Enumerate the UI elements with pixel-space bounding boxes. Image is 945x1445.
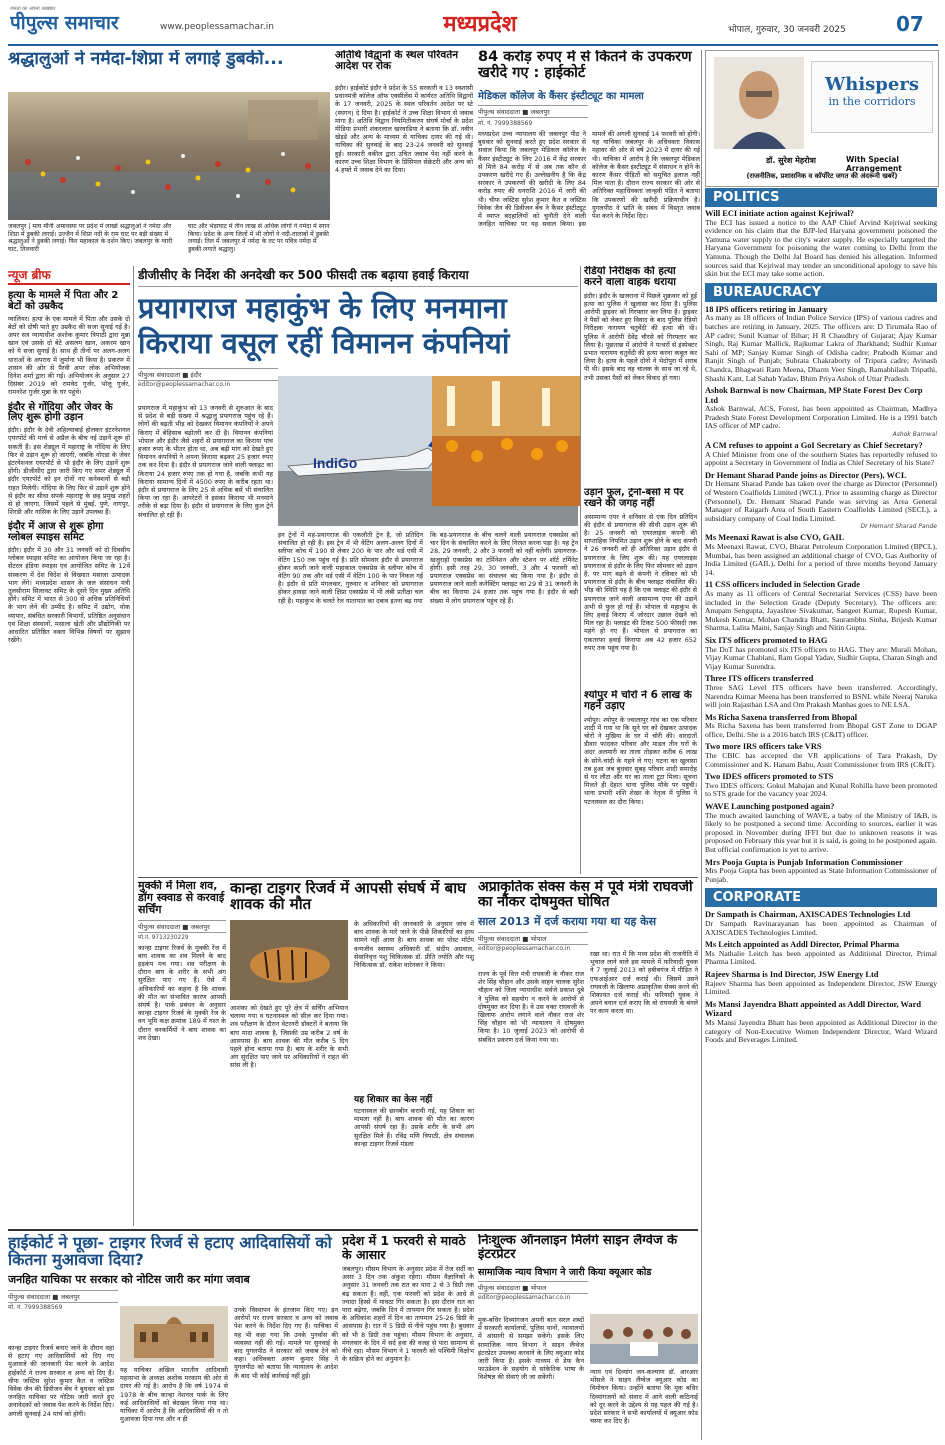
pilgrims-photo-icon (432, 376, 580, 506)
story-hc-tiger-col3: उनके विस्थापन के इंतजाम किए गए। इन आरोपों पर राज्य सरकार व अन्य को जवाब पेश करने के निर्देश दिए गए हैं। याचिका में यह भी कहा गया कि उनके पुनर्वास की व्यवस्था नहीं की गई। मामले पर सुनवाई के बाद युगलपीठ ने सरकार को जवाब देने को कहा। अधिवक्ता अरुण कुमार सिंह ने युगलपीठ को बताया कि न्यायालय के आदेश के बाद भी कोई कार्रवाई नहीं हुई। (234, 1306, 338, 1380)
politics-headline: Will ECI initiate action against Kejriwal? (705, 209, 854, 218)
news-brief-item-headline: इंदौर से गोंदिया और जेवर के लिए शुरू होगी उड़ान (8, 401, 113, 424)
story-airfare-headline-1: प्रयागराज महाकुंभ के लिए मनमाना (138, 291, 507, 325)
masthead-page-number: 07 (896, 12, 924, 36)
bureaucracy-item-headline: Two more IRS officers take VRS (705, 742, 822, 752)
story-airfare-kicker: डीजीसीए के निर्देश की अनदेखी कर 500 फीसदी तक बढ़ाया हवाई किराया (138, 266, 578, 287)
whispers-author-photo (714, 57, 804, 149)
crowd-photo-icon (8, 92, 330, 220)
story-hc-tiger-photo (120, 1306, 228, 1362)
story-signlang-col1: मूक-बधिर दिव्यांगजन अपनी बात सरल शब्दों में सरकारी कार्यालयों, पुलिस थानों, न्यायालयों में आसानी से समझा सकेंगे। इसके लिए सामाजिक न्याय विभाग ने साइन लैंग्वेज इंटरप्रेटर उपलब्ध करवाने के लिए क्यूआर कोड जारी किया है। इसके माध्यम से डेफ कैन फाउंडेशन के सहयोग से सांकेतिक भाषा के विशेषज्ञ की सेवाएं ली जा सकेंगी। (478, 1316, 584, 1382)
story-dip (8, 50, 330, 260)
story-dog-byline (138, 920, 226, 933)
masthead-section (410, 8, 550, 38)
story-kanha-col1: आशंका को देखते हुए पूरे क्षेत्र में सर्चिंग अभियान चलाया गया व घटनास्थल को सील कर दिया गया। शव परीक्षण के दौरान वेटरनरी डॉक्टरों ने बताया कि बाघ मादा शावक है, जिसकी उम्र करीब 2 वर्ष के आसपास है। बाघ शावक की मौत करीब 5 दिन पहले होना बताया गया है। बाघ के शरीर के सभी अंग सुरक्षित पाए जाने पर अधिकारियों ने राहत की सांस ली है। (230, 1004, 348, 1070)
story-weather-headline: प्रदेश में 1 फरवरी से मावठे के आसार (342, 1234, 466, 1262)
story-dog-mobile: मो.नं. 9713230229 (138, 934, 189, 941)
story-dip-caption-left: जबलपुर | माघ मौनी अमावस्या पर प्रदेश में लाखों श्रद्धालुओं ने नर्मदा और शिप्रा में डुबकी लगाई। उज्जैन में शिप्रा नदी के राम घाट पर बड़ी संख्या में श्रद्धालुओं ने डुबकी लगाई। फिर महाकाल के दर्शन किए। जबलपुर के ग्वारी घाट, तिलवारी (8, 223, 173, 253)
politics-body: The ECI has issued a notice to the AAP Chief Arvind Kejriwal seeking evidence on his claim that the BJP-led Haryana government poisoned the Yamuna water supply to the city's water supply. He especially targeted the Haryana Government for poisoning the water coming to Delhi from the Yamuna. Though the Delhi Jal Board has denied his allegation. Informed sources said that Kejriwal may tender an unconditional apology to save his skin but the ECI may take some action. (705, 217, 937, 279)
story-hc-equipment (478, 50, 700, 260)
masthead-tagline: जनता का अपना अखबार (10, 6, 56, 12)
story-airfare-subbody: असामान्य एयर ने शनिवार से एक दिन प्रतिदिन की इंदौर से प्रयागराज की सीधी उड़ान शुरू की है। 25 जनवरी को एयरलाइंस कंपनी की साप्ताहिक नियमित उड़ान शुरू होने के बाद कंपनी ने 26 जनवरी को ही अतिरिक्त उड़ान इंदौर से प्रयागराज के लिए शुरू की। यह एयरलाइंस प्रयागराज से इंदौर के लिए फिर सोमवार को उड़ान है, पर माग बढ़ने से कंपनी ने रविवार को भी प्रयागराज से इंदौर के बीच फ्लाइट संचालित की। भीड़ की स्थिति यह है कि एक फ्लाइट की इंदौर से प्रयागराज जाने वाली असामान्य एयर की उड़ानें अभी से फुल हो गई हैं। भोपाल से महाकुंभ के लिए हवाई किराए में जोरदार उछाल देखने को मिल रहा है। फ्लाइट की टिकट 500 फीसदी तक महंगे हो गए हैं। भोपाल से प्रयागराज का एकतरफा हवाई किराया अब 42 हजार 652 रुपए तक पहुंच गया है। (584, 512, 697, 652)
tiger-cub-photo-icon (230, 920, 348, 1000)
story-signlang-col2: न्याय एवं दिव्यांग जन-कल्याण डॉ. आरआर भोंसले ने साइन लैंग्वेज क्यूआर कोड का विमोचन किया। उन्होंने बताया कि मूक बधिर दिव्यांगजनों को संवाद में आने वाली कठिनाई को दूर करने के उद्देश्य से यह पहल की गई है। प्रदेश सरकार ने सभी कार्यालयों में क्यूआर कोड चस्पा कर दिए हैं। (590, 1368, 698, 1426)
story-hc-tiger-byline (8, 1290, 118, 1303)
story-hc-equipment-headline: 84 करोड़ रुपए में से कितने के उपकरण खरीदे गए : हाईकोर्ट (478, 50, 692, 81)
masthead (0, 0, 945, 46)
news-brief-item-body: इंदौर। इंदौर में 30 और 31 जनवरी को दो दिवसीय ग्लोबल स्पाइस समिट का आयोजन किया जा रहा है। सेंटरल इंडिया स्पाइस एवं आयोजित समिट के 12वें संस्करण में देश विदेश से विख्यात मसाला उत्पादक भाग लेंगे। मध्यप्रदेश शासन के जल संसाधन मंत्री तुलसीराम सिलावट समिट के दूसरे दिन मुख्य अतिथि होंगे। समिट में भारत से 300 से अधिक प्रतिनिधियों के भाग लेने की उम्मीद है। समिट में उद्योग, थोक व्यापार, संबंधित सरकारी विभागों, प्रतिष्ठित अनुसंधान एवं शिक्षा संस्थानों, मसाला खेती और प्रौद्योगिकी पर आधारित प्रतिष्ठित वक्ता विभिन्न विषयों पर सुझाव रखेंगे। (8, 546, 130, 645)
bureaucracy-item-body: The much awaited launching of WAVE, a baby of the Ministry of I&B, is likely to be postponed a second time. According to sources, earlier it was proposed in November during IFFI but due to unknown reasons it was proposed on February this year but it is said, is going to be postponed again. But official confirmation is yet to arrive. (705, 810, 937, 854)
news-brief-list (8, 291, 130, 644)
story-hc-equipment-byline-text: पीपुल्स संवाददाता ■ जबलपुर (478, 108, 550, 116)
story-hc-tiger (8, 1234, 338, 1440)
story-airfare (138, 266, 578, 874)
story-dog-headline: मुक्की में मिला शव, डॉग स्क्वाड से करवाई सर्चिंग (138, 880, 225, 916)
bureaucracy-item-headline: WAVE Launching postponed again? (705, 802, 835, 812)
story-airfare-headline-2: किराया वसूल रहीं विमानन कंपनियां (138, 326, 510, 361)
news-brief-item-body: ग्वालियर। हत्या के एक मामले में पिता और उसके दो बेटों को दोषी पाते हुए उम्रकैद की सजा सुनाई गई है। अपर सत्र न्यायाधीश अशोक कुमार त्रिपाठी द्वारा मुन्ना खान एवं उसके दो बेटे असलम खान, अकरम खान को ये सजा सुनाई है। साथ ही तीनों पर अलग-अलग धाराओं के अपराध में जुर्माना भी किया है। प्रकरण में शासन की ओर से पैरवी अपर लोक अभियोजक दिनेश शर्मा द्वारा की गई। अभियोजन के अनुसार 27 दिसंबर 2019 को रामवेद गुर्जर, भोलू गुर्जर, रामनरेश गुर्जर मुन्ना के घर पहुंचे। (8, 314, 130, 397)
svg-text:IndiGo: IndiGo (313, 455, 358, 471)
story-signlang-subhead: सामाजिक न्याय विभाग ने जारी किया क्यूआर कोड (478, 1267, 652, 1279)
story-raghavji-headline: अप्राकृतिक सेक्स केस में पूर्व मंत्री राघवजी का नौकर दोषमुक्त घोषित (478, 880, 693, 911)
masthead-section-label: मध्यप्रदेश (443, 12, 517, 37)
story-raghavji-col1: राज्य के पूर्व वित्त मंत्री राघवजी के नौकर राज शेर सिंह चौहान और उसके वाहन चालक सुरेश चौहान को जिला न्यायाधीश सर्वजे प्रकाश दुबे ने पुलिस को सहयोग न करने के आरोपों से दोषमुक्त कर दिया है। वे उस वक्त राघवजी के खिलाफ आरोप लगाने वाले नौकर राज शेर सिंह चौहान को भी न्यायालय ने दोषमुक्त किया है। 10 जुलाई 2023 को आरोपी से संबंधित प्रकरण दर्ज किया गया था। (478, 970, 584, 1044)
story-kanha-headline: कान्हा टाइगर रिजर्व में आपसी संघर्ष में बाघ शावक की मौत (230, 880, 466, 914)
story-signlang-byline-text: पीपुल्स संवाददाता ■ भोपाल (478, 1284, 547, 1293)
bureaucracy-item-headline: Dr Hemant Sharad Pande joins as Director (Pers), WCL (705, 470, 907, 480)
sidebar (705, 188, 937, 1440)
bureaucracy-item-body: Two IDES officers: Gokul Mahajan and Kunal Rohilla have been promoted to STS grade for the vacancy year 2024. (705, 780, 937, 799)
officer-photo-caption: Ashok Barnwal (892, 431, 937, 439)
whispers-author-name: डॉ. सुरेश मेहरोत्रा (766, 156, 816, 165)
story-kanha-col2: के अधिकारियों की जानकारी के अनुसार जांच में बाघ शावक के मारे जाने के पीछे शिकारियों का हाथ सामने नहीं आया है। बाघ शावक का पोस्ट मॉर्टम वन्यजीव स्वास्थ्य अधिकारी डॉ. संदीप अग्रवाल, सेवानिवृत्त पशु चिकित्सक डॉ. प्रीति ज्योति और पशु चिकित्सक डॉ. राकेश वारेनकर ने किया। (354, 920, 474, 970)
bureaucracy-item-body: Ashok Barnwal, ACS, Forest, has been appointed as Chairman, Madhya Pradesh State Forest Development Corporation Limited. He is a 1991 batch IAS officer of MP cadre. (705, 404, 937, 431)
story-airfare-email[interactable]: editor@peoplessamachar.co.in (138, 380, 231, 388)
story-dip-headline: श्रद्धालुओं ने नर्मदा-शिप्रा में लगाई डुबकी... (8, 50, 284, 69)
bureaucracy-item-headline: Ms Richa Saxena transferred from Bhopal (705, 712, 858, 722)
politics-label: POLITICS (705, 188, 937, 207)
story-signlang-headline: निःशुल्क ऑनलाइन मिलेंगे साइन लैंग्वेज के इंटरप्रेटर (478, 1234, 678, 1263)
bureaucracy-item-body: Mrs Pooja Gupta has been appointed as State Information Commissioner of Punjab. (705, 866, 937, 884)
bureaucracy-list (705, 305, 937, 885)
masthead-dateline: भोपाल, गुरुवार, 30 जनवरी 2025 (728, 25, 846, 35)
news-brief (8, 266, 130, 1226)
story-dog (138, 880, 226, 1226)
story-hc-equipment-mobile: मो. नं. 7999388569 (478, 120, 533, 127)
story-transfer-body: इंदौर। हाईकोर्ट इंदौर ने प्रदेश के 55 सरकारी व 13 स्वशासी प्रधानमंत्री कॉलेज ऑफ एक्सीलेंस में कार्यरत अतिथि विद्वानों के 17 जनवरी, 2025 के स्थल परिवर्तन आदेश पर स्टे (स्थगन) दे दिया है। हाईकोर्ट ने उच्च शिक्षा विभाग से जवाब मांगा है। अतिथि विद्वान नियमितीकरण संघर्ष मोर्चा के प्रदेश मीडिया प्रभारी शंकरलाल खरवाडिया ने बताया कि डॉ. नवीन खेड़डे और अन्य के माध्यम से याचिका दायर की गई थी। याचिका की सुनवाई के बाद 23-24 जनवरी को सुनवाई हुई। सरकारी वकील द्वारा उचित जवाब पेश नहीं करने के कारण उच्च शिक्षा विभाग के प्रिंसिपल सेक्रेटरी और अन्य को 4 हफ्ते में जवाब देने का दिया। (335, 84, 473, 175)
event-photo-icon (590, 1314, 698, 1364)
center-divider (580, 266, 581, 874)
news-brief-divider (133, 266, 134, 1226)
story-airfare-col2: इन ट्रेनों में मह-प्रयागराज की एकलौती ट्रेन है, जो प्रतिदिन संचालित हो रही है। इस ट्रेन में भी वेटिंग अलग-अलग दिनों में स्लीपर कोच में 190 से लेकर 200 के पार और थर्ड एसी में वेटिंग 150 तक पहुंच गई है। प्रति सोमवार इंदौर से प्रयागराज होकर काशी जाने वाली महाकाल एक्सप्रेस के स्लीपर कोच में वेटिंग 90 तक और थर्ड एसी में वेटिंग 100 के पार निकल गई है। इंदौर से प्रति मंगलवार, गुरुवार व शनिवार को प्रयागराज होकर हावड़ा जाने वाली क्षिप्रा एक्सप्रेस में भी लंबी प्रतीक्षा चल रही है। महाकुंभ के चलते रेल यातायात का दबाव इतना बढ़ गया (278, 531, 423, 605)
story-hc-equipment-subhead: मेडिकल कॉलेज के कैंसर इंस्टीट्यूट का मामला (478, 91, 644, 102)
story-hc-tiger-byline-text: पीपुल्स संवाददाता ■ जबलपुर (8, 1292, 80, 1301)
story-airfare-subhead: उड़ानें फुल, ट्रेनों-बसों में पैर रखने की जगह नहीं (584, 488, 684, 509)
bureaucracy-item-body: Ms Richa Saxena has been transferred from Bhopal GST Zone to DGAP office, Delhi. She is a 2016 batch IRS (C&IT) officer. (705, 721, 937, 739)
bureaucracy-item-body: A Chief Minister from one of the southern States has reportedly refused to appoint a Secretary in Government of India as Chief Secretary of his State? (705, 449, 937, 468)
story-kanha-subblock (354, 1092, 474, 1226)
masthead-logo (10, 6, 155, 40)
story-theft (584, 690, 697, 874)
story-airfare-byline (138, 368, 278, 381)
story-dog-body: कान्हा टाइगर रिजर्व के मुक्की रेंज में बाघ शावक का शव मिलने के बाद हड़कंप मच गया। शव परीक्षण के दौरान बाघ के शरीर के सभी अंग सुरक्षित पाए गए हैं। ऐसे में अधिकारियों का कहना है कि शावक की मौत का संभावित कारण आपसी संघर्ष है। पार्क प्रबंधन के अनुसार कान्हा टाइगर रिजर्व के मुक्की रेंज के वन भूमि कक्ष क्रमांक 189 में गश्त के दौरान वनकर्मियों ने बाघ शावक का शव देखा। (138, 943, 226, 1042)
story-hc-tiger-subhead: जनहित याचिका पर सरकार को नोटिस जारी कर मांगा जवाब (8, 1272, 250, 1286)
whispers-title: Whispers (825, 74, 919, 95)
story-raghavji-subhead: साल 2013 में दर्ज कराया गया था यह केस (478, 915, 657, 929)
story-hc-tiger-col2: यह याचिका अखिल भारतीय आदिवासी महासभा के अध्यक्ष अशोक मरकाम की ओर से दायर की गई है। आरोप है कि वर्ष 1974 से 1978 के बीच कान्हा नेशनल पार्क के लिए कई आदिवासियों को बेदखल किया गया था। याचिका में आरोप है कि आदिवासियों की न तो मुआवजा दिया गया और न ही (120, 1366, 228, 1424)
bureaucracy-item-headline: Ms Meenaxi Rawat is also CVO, GAIL (705, 533, 845, 543)
corporate-item-headline: Dr Sampath is Chairman, AXISCADES Technologies Ltd (705, 910, 911, 920)
news-brief-item-headline: हत्या के मामले में पिता और 2 बेटों को उम्रकैद (8, 290, 119, 312)
story-signlang-email[interactable]: editor@peoplessamachar.co.in (478, 1294, 571, 1302)
bureaucracy-item-body: The DoT has promoted six ITS officers to HAG. They are: Murali Mohan, Vijay Kumar Chablani, Ram Gopal Yadav, Sudhir Gupta, Charan Singh and Vijay Kumar Surendra. (705, 644, 937, 671)
story-hc-tiger-mobile: मो. नं. 7999388569 (8, 1303, 63, 1311)
story-signlang-photo (590, 1314, 698, 1364)
story-raghavji-col2: रखा था। रात में कि मध्य प्रदेश की राजनीति में भूचाल लाने वाले इस मामले में फरियादी युवक ने 7 जुलाई 2013 को हबीबगंज में पीड़ित ने एफआईआर दर्ज कराई थी। जिसमें उसने राघवजी के खिलाफ अप्राकृतिक सेक्स करने की शिकायत दर्ज कराई थी। फरियादी युवक ने अपने बयान दर्ज कराए कि वो राघवजी के बंगले पर काम करता था। (590, 950, 698, 1016)
officer-photo-caption: Dr Hemant Sharad Pande (860, 523, 937, 531)
bureaucracy-item-body: Three SAG Level ITS officers have been transferred. Accordingly, Narendra Kumar Meena has been transferred to BSNL while Neeraj Naruka will join Rajasthan LSA and Om Prakash Manhas goes to NE LSA. (705, 682, 937, 710)
bureaucracy-item-headline: 11 CSS officers included in Selection Grade (705, 580, 860, 590)
bureaucracy-item-headline: Two IDES officers promoted to STS (705, 772, 834, 782)
story-dog-byline-text: पीपुल्स संवाददाता ■ जबलपुर (138, 922, 210, 931)
whispers-subtitle: (राजनीतिक, प्रशासनिक व कॉर्पोरेट जगत की अंदरूनी खबरें) (746, 172, 898, 180)
story-weather-body: जबलपुर। मौसम विभाग के अनुसार प्रदेश में तेज सर्दी का असर 3 दिन तक अंकुश रहेगा। मौसम वैज्ञानिकों के अनुसार 31 जनवरी तक रात का पारा 2 से 3 डिग्री तक बढ़ सकता है। वहीं, एक फरवरी को प्रदेश के आधे से ज्यादा हिस्से में मावठा गिर सकता है। इस दौरान रात का पारा बढ़ेगा, जबकि दिन में तापमान गिर सकता है। प्रदेश के अधिकांश शहरों में दिन का तापमान 25-26 डिग्री के आसपास है। रात में 5 डिग्री से नीचे पहुंच गया है। बुधवार को भी 8 डिग्री तक पहुंचा। मौसम विभाग के अनुसार, मंगलवार के दिन में सर्द हवा की वजह से पारा सामान्य से नीचे रहा। मौसम विभाग ने 1 फरवरी को पश्चिमी विक्षोभ के सक्रिय होने का अनुमान है। (342, 1265, 474, 1364)
bureaucracy-item-headline: Ashok Barnwal is now Chairman, MP State Forest Dev Corp Ltd (705, 386, 923, 405)
story-hc-tiger-col1: कान्हा टाइगर रिजर्व बनाए जाने के दौरान वहां से हटाए गए आदिवासियों को दिए गए मुआवजे की जानकारी पेश करने के आदेश हाईकोर्ट ने राज्य सरकार व अन्य को दिए हैं। चीफ जस्टिस सुरेश कुमार कैत व जस्टिस विवेक जैन की डिवीजन बेंच ने बुधवार को इस जनहित याचिका पर नोटिस जारी करते हुए अनावेदकों को जवाब पेश करने के निर्देश दिए। अगली सुनवाई 24 मार्च को होगी। (8, 1344, 114, 1418)
story-signlang (478, 1234, 698, 1440)
story-hc-equipment-body: मध्यप्रदेश उच्च न्यायालय की जबलपुर पीठ ने बुधवार को सुनवाई करते हुए प्रदेश सरकार से सवाल किया कि जबलपुर मेडिकल कॉलेज के कैंसर इंस्टीट्यूट के लिए 2016 में केंद्र सरकार से मिले 84 करोड़ में से अब तक कौन से उपकरण खरीदे गए हैं। उल्लेखनीय है कि केंद्र सरकार ने उपकरणों की खरीदी के लिए 84 करोड़ रुपए की धनराशि 2016 में जारी की थी। चीफ जस्टिस सुरेश कुमार कैत व जस्टिस विवेक जैन की डिवीजन बेंच ने कैंसर इंस्टीट्यूट में व्याप्त बदहालियों को चुनौती देने वाली जनहित याचिका पर यह सवाल किया। इस मामले की अगली सुनवाई 14 फरवरी को होगी। यह याचिका जबलपुर के अधिवक्ता विकास महावर की ओर से वर्ष 2023 में दायर की गई थी। याचिका में आरोप है कि जबलपुर मेडिकल कॉलेज के कैंसर इंस्टीट्यूट में संसाधन न होने के कारण कैंसर पीड़ितों को समुचित इलाज नहीं मिल पाता है। दौरान राज्य सरकार की ओर से अतिरिक्त महाधिवक्ता जान्हवी पंडित ने बताया कि उपकरणों की खरीदी प्रक्रियाधीन है। युगलपीठ ने भ्रांति के संबंध में विस्तृत जवाब पेश करने के निर्देश दिए। (478, 130, 700, 229)
story-raghavji-byline-text: पीपुल्स संवाददाता ■ भोपाल (478, 935, 547, 944)
bureaucracy-item-headline: Mrs Pooja Gupta is Punjab Information Commissioner (705, 857, 903, 867)
bureaucracy-label: BUREAUCRACY (705, 283, 937, 302)
high-court-building-icon (120, 1306, 228, 1362)
bureaucracy-item-body: As many as 11 officers of Central Secretariat Services (CSS) have been included in the Selection Grade (Deputy Secretary). The officers are: Anupam Sengupta, Jayashree Sivakumar, Sangeet Kumar, Rupesh Kumar, Mukesh Kumar, Mohan Chandra Bhatt, Saurambhu Sinha, Brijesh Kumar Sharma, Lalita Maini, Sanjay Singh and Nitin Gupta. (705, 588, 937, 633)
bureaucracy-item-body: Dr Hemant Sharad Pande has taken over the charge as Director (Personnel) of Western Coalfields Limited (WCL). Prior to assuming charge as Director (Personnel), Dr. Hemant Sharad Pande was serving as Area General Manager of Raigarh Area of South Eastern Coalfields Limited (SECL), a subsidiary company of Coal India Limited. (705, 479, 937, 523)
bureaucracy-item-headline: Three ITS officers transferred (705, 674, 814, 684)
story-dip-caption-right: घाट और भेड़ाघाट में तीन लाख से अधिक लोगों ने नर्मदा में स्नान किया। प्रदेश के अन्य जिलों में भी लोगों ने नदी-तालाबों में डुबकी लगाई। तिल में जबलपुर में नर्मदा के तट पर पवित्र नर्मदा में डुबकी लगाते श्रद्धालु। (188, 223, 330, 253)
story-signlang-byline (478, 1281, 588, 1294)
story-airfare-byline-text: पीपुल्स संवाददाता ■ इंदौर (138, 370, 202, 379)
corporate-item-headline: Rajeev Sharma is Ind Director, JSW Energy Ltd (705, 969, 879, 979)
story-theft-headline: श्योपुर में चोरों ने 6 लाख के गहने उड़ाए (584, 690, 692, 713)
story-raghavji-byline (478, 932, 588, 945)
story-raghavji (478, 880, 698, 1226)
corporate-list (705, 910, 937, 1044)
news-brief-item-body: इंदौर। इंदौर के देवी अहिल्याबाई होलकर इंटरनेशनल एयरपोर्ट की मार्च से अप्रैल के बीच नई उड़ानें शुरू हो सकती हैं। इस शेड्यूल में महाराष्ट्र के गोंदिया के लिए फिर से उड़ान शुरू हो जाएगी, जबकि नोएडा के जेवर इंटरनेशनल एयरपोर्ट से भी इंदौर के लिए उड़ानें शुरू होंगी। डीजीसीए द्वारा जारी किए गए समर शेड्यूल में इंदौर एयरपोर्ट को इन दोनों नए कनेक्शनों से बड़ी राहत मिलेगी। गोंदिया के लिए फिर से उड़ानें शुरू होने से इंदौर का सीधा संपर्क महाराष्ट्र के छह प्रमुख शहरों से हो जाएगा, जिसमें पहले से मुंबई, पुणे, नागपुर, शिरडी और नासिक के लिए उड़ानें उपलब्ध हैं। (8, 426, 130, 517)
story-kanha-photo (230, 920, 348, 1000)
corporate-item-headline: Ms Leitch appointed as Addl Director, Primal Pharma (705, 940, 900, 950)
whispers-title-sub: in the corridors (828, 95, 916, 108)
whispers-logo (811, 61, 933, 133)
author-portrait-icon (714, 57, 804, 149)
story-transfer-headline: अतिथि विद्वानों के स्थल परिवर्तन आदेश पर रोक (335, 50, 459, 73)
masthead-rule (8, 44, 938, 46)
news-brief-item-headline: इंदौर में आज से शुरू होगा ग्लोबल स्पाइस समिट (8, 521, 104, 544)
story-kanha (230, 880, 474, 1226)
story-theft-body: श्योपुर। श्योपुर के ज्वालापुर गांव का एक परिवार शादी में गया था कि सूने घर को देखकर उत्पादक चोरों ने मुखिया के घर में चोरी की। वारदातों डीवार फांदकर परिवार और माडल तीन घरों के अंदर अलमारी का ताला तोड़कर करीब 6 लाख के सोने-चांदी के गहने ले गए। घटना का खुलासा तब हुआ जब बुधवार सुबह परिवार शादी समारोह से घर लौटा और घर का ताला टूटा मिला। सूचना मिलते ही देहात थाना पुलिस मौके पर पहुंची। थाना प्रभारी शशि शेखर के नेतृत्व में पुलिस ने पटनास्थल का दौरा किया। (584, 715, 697, 806)
bureaucracy-item-body: Ms Meenaxi Rawat, CVO, Bharat Petroleum Corporation Limited (BPCL), Mumbai, has been assigned an additional charge of CVO, Gas Authority of India Limited (GAIL), Delhi for a period of three months beyond January 14. (705, 542, 937, 577)
bureaucracy-item-body: As many as 18 officers of Indian Police Service (IPS) of various cadres and batches are retiring in January, 2025. The officers are: D Tirumala Rao of AP cadre; Sunil Kumar of Bihar; H R Chaudhry of Gujarat; Ajay Kumar Singh, Raj Kumar Mallick, Rajkumar Lakra of Jharkhand; Sudhir Kumar Sahi of MP; Sanjay Kumar Singh of Odisha cadre; Prabodh Kumar and Ranjit Singh of Punjab; Subrata Chakraborty of Tripura cadre; Avinash Chandra, Bhagwati Ram Meena, Dharm Veer Singh, Ramabhilash Tripathi, Shashi Kant, Lal Sahab Yadav, Bhim Priya Ashok of Uttar Pradesh. (705, 313, 937, 383)
story-airfare-photo-2 (432, 376, 580, 506)
story-kanha-subbody: घटनास्थल की छानबीन करायी गई, यह शिकार का मामला नहीं है। बाघ शावक की मौत का कारण आपसी संघर्ष रहा है। उसके शरीर के सभी अंग सुरक्षित मिले हैं। रविंद्र मणि त्रिपाठी, क्षेत्र संचालक कान्हा टाइगर रिजर्व मंडला (354, 1107, 474, 1148)
bureaucracy-item-headline: Six ITS officers promoted to HAG (705, 635, 828, 645)
whispers-box (705, 50, 939, 187)
corporate-item-body: Ms Nathalie Leitch has been appointed as Additional Director, Primal Pharma Limited. (705, 948, 937, 967)
corporate-item-body: Dr Sampath Ravinarayanan has been appointed as Chairman of AXISCADES Technologies Limited. (705, 918, 937, 937)
bureaucracy-item-headline: A CM refuses to appoint a GoI Secretary as Chief Secretary? (705, 441, 923, 451)
lower-rule (8, 1229, 698, 1231)
story-airfare-col1: प्रयागराज में महाकुंभ को 13 जनवरी से शुरुआत के बाद से प्रदेश से बड़ी संख्या में श्रद्धालु प्रयागराज पहुंच रहे हैं। लोगों की बढ़ती भीड़ को देखकर विमानन कंपनियों ने अपने किराए में बेहिसाब बढ़ोतरी कर दी है। विमानन कंपनियां भोपाल और इंदौर जैसे शहरों से प्रयागराज का किराया पांच हजार रुपए के भीतर होता था, अब बढ़ी मांग को देखते हुए विमानन कंपनियों ने अपना किराया बढ़कर 25 हजार रुपए तक कर दिया है। इंदौर से प्रयागराज जाने वाली फ्लाइट का किराया 24 हजार रुपए तक हो गया है, जबकि कभी यह किराया सामान्य दिनों में 4500 रुपए के करीब रहता था। इंदौर से प्रयागराज के लिए 25 से अधिक बसें भी संचालित किया जा रहा है। आपरेटरों ने इसका किराया भी मनमाने तरीके से बढ़ा दिया है। इंदौर से प्रयागराज के लिए कुल ट्रेनें संचालित हो रही हैं। (138, 404, 273, 519)
story-weather (342, 1234, 474, 1440)
bureaucracy-item-headline: 18 IPS officers retiring in January (705, 304, 828, 314)
story-hc-equipment-byline (478, 105, 588, 118)
corporate-label: CORPORATE (705, 888, 937, 907)
corporate-item-body: Rajeev Sharma has been appointed as Independent Director, JSW Energy Limited. (705, 978, 937, 997)
story-radio (584, 266, 697, 482)
corporate-item-body: Ms Mansi Jayendra Bhatt has been appointed as Additional Director in the category of Non-Executive Women Independent Director, Ward Wizard Foods and Beverages Limited. (705, 1017, 937, 1045)
story-raghavji-email[interactable]: editor@peoplessamachar.co.in (478, 945, 571, 953)
story-airfare-col3: कि बड़-प्रयागराज के बीच चलने वाली प्रयागराज एक्सप्रेस को चार दिन के संचालित करने के लिए निरस्त करना पड़ा है। यह ट्रेन 28, 29 जनवरी, 2 और 3 फरवरी को नहीं चलेगी। प्रयागराज-खजुराहो एक्सप्रेस का टर्मिनेशन और स्टेशन पर शॉर्ट टर्मिनेट होगी। इसी तरह 29, 30 जनवरी, 3 और 4 फरवरी को प्रयागराज एक्सप्रेस का संचालन बंद किया गया है। इंदौर से प्रयागराज जाने वाली कनेक्टिंग फ्लाइट का 29 से 31 जनवरी के बीच का किराया 24 हजार तक पहुंच गया है। इंदौर से बड़ी संख्या में लोग प्रयागराज पहुंच रहे हैं। (430, 531, 578, 605)
news-brief-label: न्यूज ब्रीफ (8, 266, 130, 285)
story-radio-body: इंदौर। इंदौर के खजराना में पिछले शुक्रवार को हुई हत्या का पुलिस ने खुलासा कर दिया है। पुलिस आरोपी ड्राइवर को गिरफ्तार कर लिया है। ड्राइवर ने पैसों को लेकर हुए विवाद के बाद पुलिस रेडियो निरीक्षक नारायण चतुर्वेदी की हत्या की थी। पुलिस ने आरोपी देवेंद्र चौरसे को गिरफ्तार कर लिया है। पूछताछ में आरोपी ने पत्थरों से इंस्पेक्टर प्रभात नारायण चतुर्वेदी की हत्या करना कबूल कर लिया है। हत्या के पहले दोनों ने भेदोपुरा में शराब पी थी। इसके बाद वह चालक के साथ जा रहे थे, तभी उसका पैसों को लेकर विवाद हो गया। (584, 291, 697, 382)
whispers-arrangement: With Special Arrangement (846, 155, 902, 173)
story-kanha-subhead: यह शिकार का केस नहीं (354, 1095, 433, 1105)
story-dip-photo (8, 92, 330, 220)
bureaucracy-item-body: The CBIC has accepted the VR applications of Tara Prakash, Dy Commissioner and K. Hanam Babu, Asstt Commissioner from IRS (C&IT). (705, 751, 937, 769)
mid-rule (138, 877, 698, 878)
story-hc-tiger-headline: हाईकोर्ट ने पूछा- टाइगर रिजर्व से हटाए आदिवासियों को कितना मुआवजा दिया? (8, 1234, 332, 1270)
story-transfer (335, 50, 473, 260)
sidebar-divider (701, 50, 702, 1440)
masthead-paper-name: पीपुल्स समाचार (10, 12, 119, 34)
story-radio-headline: रेडियो निरीक्षक की हत्या करने वाला वाहक धराया (584, 266, 677, 289)
masthead-website[interactable]: www.peoplessamachar.in (160, 22, 274, 32)
corporate-item-headline: Ms Mansi Jayendra Bhatt appointed as Addl Director, Ward Wizard (705, 999, 921, 1019)
